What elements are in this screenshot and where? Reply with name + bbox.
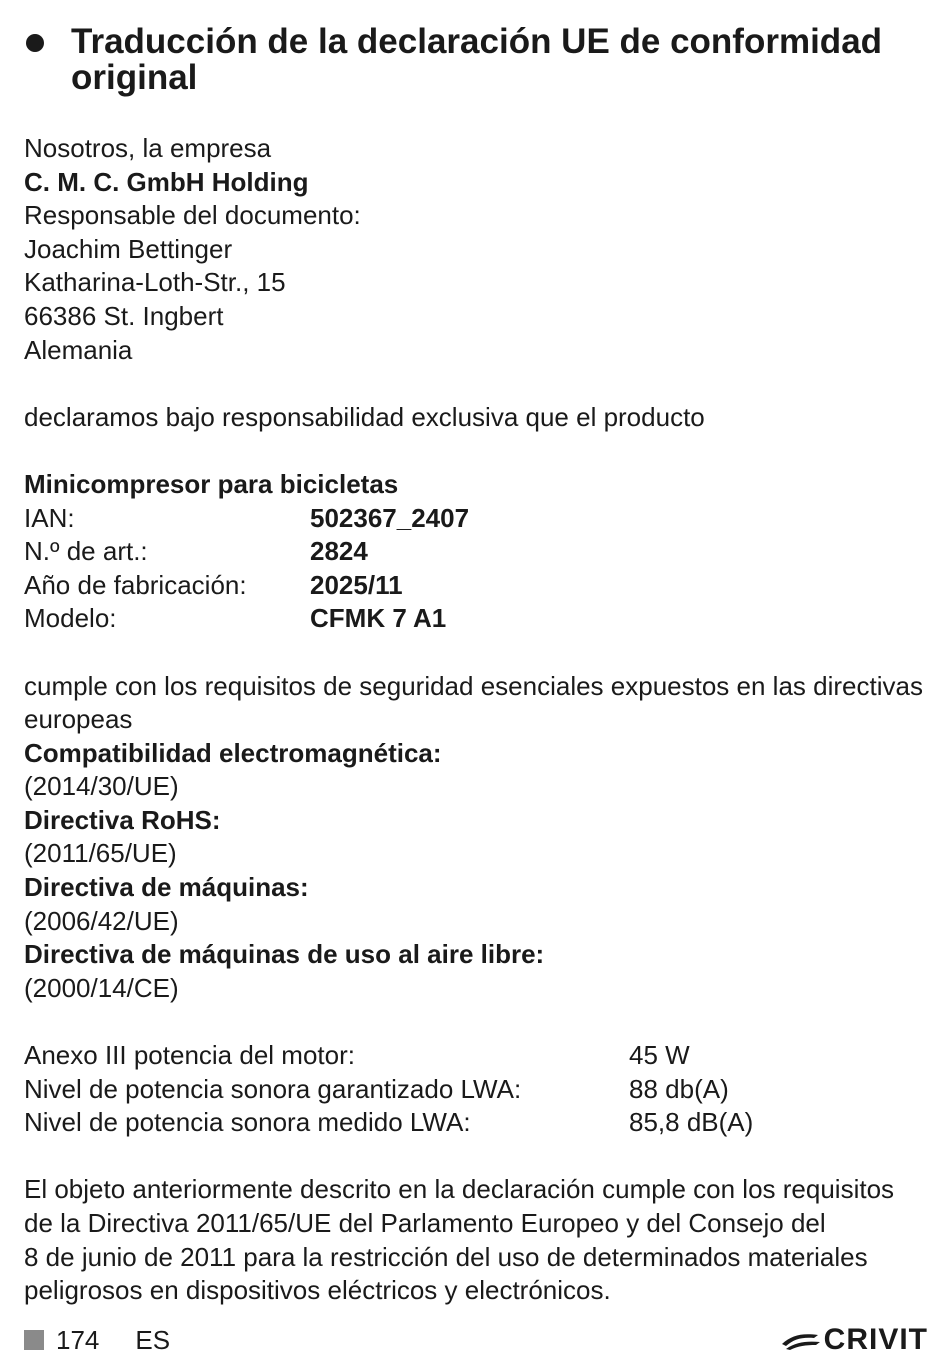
closing-line: peligrosos en dispositivos eléctricos y electrónicos. — [24, 1275, 611, 1306]
product-field-row — [24, 535, 929, 569]
directive-code: (2000/14/CE) — [24, 972, 179, 1003]
crivit-logo — [780, 1323, 928, 1357]
spec-row — [24, 1106, 929, 1140]
closing-line: 8 de junio de 2011 para la restricción del uso de determinados materiales — [24, 1241, 868, 1272]
product-field-value: 2025/11 — [310, 569, 403, 600]
spec-value: 45 W — [629, 1040, 690, 1071]
spec-row — [24, 1039, 929, 1073]
directive-name: Directiva de máquinas de uso al aire libre: — [24, 939, 545, 970]
product-field-row — [24, 502, 929, 536]
responsible-person: Joachim Bettinger — [24, 233, 233, 264]
spec-label: Anexo III potencia del motor: — [24, 1040, 355, 1071]
product-field-label: IAN: — [24, 502, 75, 533]
product-field-row — [24, 569, 929, 603]
closing-line: de la Directiva 2011/65/UE del Parlamento Europeo y del Consejo del — [24, 1208, 826, 1238]
directive-code: (2011/65/UE) — [24, 838, 177, 869]
product-field-row — [24, 602, 929, 636]
product-field-value: 2824 — [310, 536, 368, 567]
directive-name: Compatibilidad electromagnética: — [24, 737, 442, 768]
spec-label: Nivel de potencia sonora garantizado LWA: — [24, 1073, 522, 1104]
bullet-icon — [26, 34, 44, 52]
responsible-label: Responsable del documento: — [24, 200, 361, 231]
product-field-label: N.º de art.: — [24, 536, 148, 567]
product-field-label: Modelo: — [24, 603, 117, 634]
crivit-swoosh-icon — [780, 1329, 824, 1351]
directive-code: (2006/42/UE) — [24, 905, 179, 936]
product-field-label: Año de fabricación: — [24, 569, 247, 600]
address-street: Katharina-Loth-Str., 15 — [24, 267, 286, 298]
product-field-value: 502367_2407 — [310, 502, 470, 533]
directive-name: Directiva de máquinas: — [24, 872, 309, 903]
page-number: 174 — [56, 1324, 100, 1355]
document-heading — [24, 24, 929, 96]
document-page — [24, 24, 929, 1308]
company-name: C. M. C. GmbH Holding — [24, 166, 309, 197]
closing-line: El objeto anteriormente descrito en la declaración cumple con los requisitos — [24, 1174, 895, 1205]
logo-text: CRIVIT — [823, 1323, 928, 1356]
declaration-text: declaramos bajo responsabilidad exclusiva que el producto — [24, 401, 705, 432]
page-marker-icon — [24, 1330, 44, 1350]
directive-name: Directiva RoHS: — [24, 804, 221, 835]
directive-code: (2014/30/UE) — [24, 771, 179, 802]
spec-value: 88 db(A) — [629, 1073, 729, 1104]
address-country: Alemania — [24, 334, 133, 365]
spec-value: 85,8 dB(A) — [629, 1107, 754, 1138]
language-code: ES — [135, 1324, 171, 1355]
closing-paragraph — [24, 1173, 929, 1307]
address-city: 66386 St. Ingbert — [24, 300, 224, 331]
spec-row — [24, 1073, 929, 1107]
product-name: Minicompresor para bicicletas — [24, 468, 399, 499]
company-block — [24, 132, 929, 1308]
heading-text: Traducción de la declaración UE de conformidad original — [71, 22, 883, 97]
spec-label: Nivel de potencia sonora medido LWA: — [24, 1107, 471, 1138]
intro-we: Nosotros, la empresa — [24, 133, 272, 163]
compliance-intro: cumple con los requisitos de seguridad esenciales expuestos en las directivas europeas — [24, 670, 923, 735]
page-footer — [24, 1322, 928, 1358]
product-field-value: CFMK 7 A1 — [310, 603, 447, 634]
